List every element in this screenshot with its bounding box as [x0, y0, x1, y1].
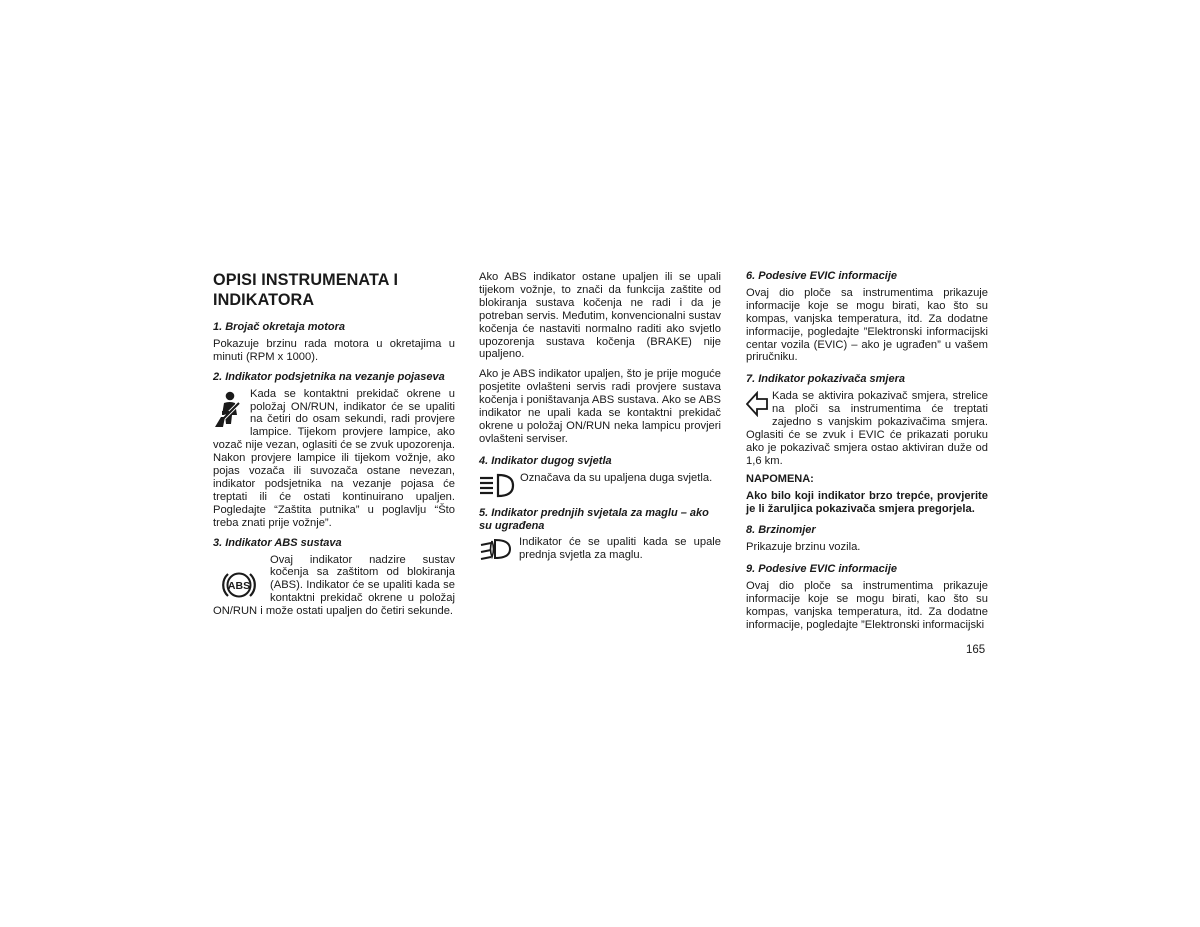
abs-icon-label: ABS: [227, 579, 251, 592]
seatbelt-icon: [213, 391, 244, 428]
section-7-heading: 7. Indikator pokazivača smjera: [746, 373, 905, 386]
column-2: [479, 271, 721, 569]
fog-light-icon: [480, 538, 512, 560]
section-3-heading: 3. Indikator ABS sustava: [213, 536, 342, 549]
section-5-heading: 5. Indikator prednjih svjetala za maglu – ako su ugrađena: [479, 506, 709, 532]
page-title: OPISI INSTRUMENATA I INDIKATORA: [213, 271, 399, 309]
section-1-heading: 1. Brojač okretaja motora: [213, 321, 346, 333]
section-3-text: Ovaj indikator nadzire sustav kočenja sa zaštitom od blokiranja (ABS). Indikator će se upaliti kada se kontaktni prekidač okrene u položaj ON/RUN i može ostati upaljen do četiri sekunde.: [213, 553, 455, 618]
section-9-heading: 9. Podesive EVIC informacije: [746, 563, 898, 576]
section-9-text: Ovaj dio ploče sa instrumentima prikazuje informacije koje se mogu birati, kao što su kompas, vanjska temperatura, itd. Za dodatne informacije, pogledajte ”Elektronski informacijski: [746, 580, 988, 631]
section-7-text: Kada se aktivira pokazivač smjera, strelice na ploči sa instrumentima će treptati zajedno s vanjskim pokazivačima smjera. Oglasiti će se zvuk i EVIC će prikazati poruku ako je pokazivač smjera ostao aktiviran duže od 1,6 km.: [746, 390, 988, 467]
abs-paragraph-2: Ako je ABS indikator upaljen, što je prije moguće posjetite ovlašteni servis radi provjere sustava kočenja i poništavanja ABS sustava. Ako se ABS indikator ne upali kada se kontaktni prekidač okrene u položaj ON/RUN neka lampicu provjeri ovlašteni serviser.: [479, 368, 721, 445]
section-8-text: Prikazuje brzinu vozila.: [746, 541, 861, 554]
section-4-heading: 4. Indikator dugog svjetla: [479, 454, 612, 467]
section-5-text: Indikator će se upaliti kada se upale prednja svjetla za maglu.: [519, 536, 721, 562]
note-heading: NAPOMENA:: [746, 472, 814, 485]
section-8-heading: 8. Brzinomjer: [746, 524, 816, 537]
section-2-text: Kada se kontaktni prekidač okrene u položaj ON/RUN, indikator će se upaliti na četiri do osam sekundi, radi provjere lampice. Tijekom provjere lampice, ako vozač nije vezan, oglasiti će se zvuk upozorenja. Nakon provjere lampice ili tijekom vožnje, ako pojas vozača ili suvozača ostane nevezan, indikator podsjetnika na vezanje pojasa će treptati ili će ostati kontinuirano upaljen. Pogledajte “Zaštita putnika” u poglavlju “Što treba znati prije vožnje”.: [213, 387, 455, 529]
turn-signal-arrow-icon: [746, 391, 769, 417]
section-1-text: Pokazuje brzinu rada motora u okretajima u minuti (RPM x 1000).: [213, 337, 455, 363]
section-2-heading: 2. Indikator podsjetnika na vezanje pojaseva: [213, 370, 445, 383]
abs-paragraph-1: Ako ABS indikator ostane upaljen ili se upali tijekom vožnje, to znači da funkcija zaštite od blokiranja sustava kočenja ne radi i da je potreban servis. Međutim, konvencionalni sustav kočenja će nastaviti normalno raditi ako svjetlo upozorenja sustava kočenja (BRAKE) nije upaljeno.: [479, 271, 721, 361]
section-6-heading: 6. Podesive EVIC informacije: [746, 270, 898, 282]
note-text: Ako bilo koji indikator brzo trepće, provjerite je li žaruljica pokazivača smjera pregorjela.: [746, 489, 988, 515]
section-4-text: Označava da su upaljena duga svjetla.: [520, 471, 713, 484]
column-1: [213, 270, 455, 625]
column-3: [746, 270, 988, 639]
high-beam-icon: [479, 473, 515, 499]
page-number: 165: [966, 644, 986, 656]
abs-icon: [222, 568, 256, 602]
section-6-text: Ovaj dio ploče sa instrumentima prikazuje informacije koje se mogu birati, kao što su kompas, vanjska temperatura, itd. Za dodatne informacije, pogledajte ”Elektronski informacijski centar vozila (EVIC) – ako je ugrađen” u vašem priručniku.: [746, 286, 988, 364]
